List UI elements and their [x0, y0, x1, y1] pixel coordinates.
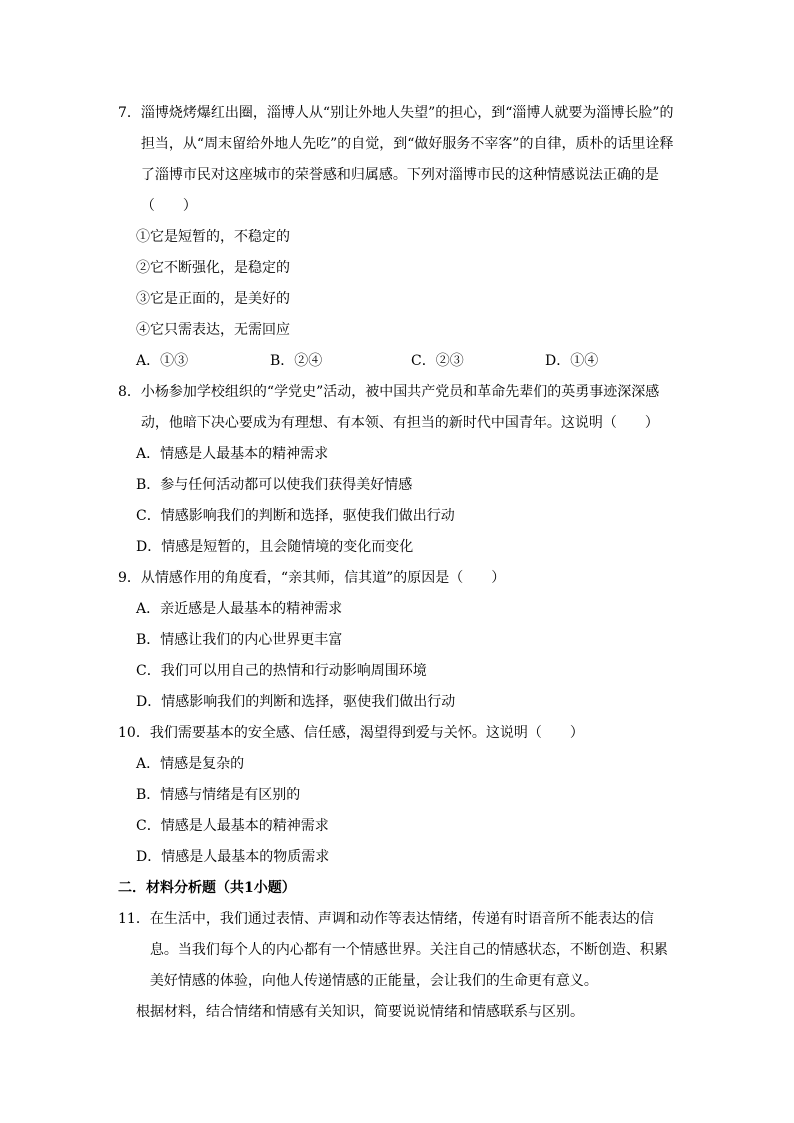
- question-7: [118, 98, 678, 377]
- question-stem: [118, 563, 678, 594]
- option-row: [118, 346, 678, 377]
- question-number: 11．: [118, 911, 150, 927]
- option-d: D．情感是短暂的，且会随情境的变化而变化: [136, 539, 414, 555]
- option-d: D．情感影响我们的判断和选择，驱使我们做出行动: [136, 694, 456, 710]
- question-stem: [118, 718, 678, 749]
- option-a: A．①③: [136, 353, 189, 369]
- statement-4: ④它只需表达，无需回应: [136, 322, 290, 338]
- question-text: 从情感作用的角度看，“亲其师，信其道”的原因是（ ）: [140, 570, 506, 586]
- question-list: [118, 98, 678, 1028]
- question-8: [118, 377, 678, 563]
- option-a: A．情感是复杂的: [136, 756, 245, 772]
- option-c: C．情感影响我们的判断和选择，驱使我们做出行动: [136, 508, 455, 524]
- statement-2: ②它不断强化，是稳定的: [136, 260, 290, 276]
- option-b: B．情感与情绪是有区别的: [136, 787, 301, 803]
- question-number: 9．: [118, 570, 141, 586]
- question-number: 10．: [118, 725, 150, 741]
- option-c: C．我们可以用自己的热情和行动影响周围环境: [136, 663, 427, 679]
- option-c: C．情感是人最基本的精神需求: [136, 818, 329, 834]
- option-a: A．情感是人最基本的精神需求: [136, 446, 329, 462]
- question-prompt: 根据材料，结合情绪和情感有关知识，简要说说情绪和情感联系与区别。: [136, 1004, 584, 1020]
- question-text: 我们需要基本的安全感、信任感，渴望得到爱与关怀。这说明（ ）: [149, 725, 584, 741]
- question-stem: [118, 98, 678, 222]
- question-stem: [118, 904, 678, 997]
- option-b: B．参与任何活动都可以使我们获得美好情感: [136, 477, 413, 493]
- question-number: 8．: [118, 384, 141, 400]
- option-d: D．情感是人最基本的物质需求: [136, 849, 330, 865]
- section-title: 二．材料分析题（共1小题）: [118, 880, 296, 896]
- question-9: [118, 563, 678, 718]
- option-d: D．①④: [545, 353, 599, 369]
- question-text: 淄博烧烤爆红出圈，淄博人从“别让外地人失望”的担心，到“淄博人就要为淄博长脸”的担当，从“周末留给外地人先吃”的自觉，到“做好服务不宰客”的自律，质朴的话里诠释了淄博市民对这座城市的荣誉感和归属感。下列对淄博市民的这种情感说法正确的是（ ）: [140, 105, 674, 214]
- question-text: 在生活中，我们通过表情、声调和动作等表达情绪，传递有时语音所不能表达的信息。当我们每个人的内心都有一个情感世界。关注自己的情感状态，不断创造、积累美好情感的体验，向他人传递情感的正能量，会让我们的生命更有意义。: [149, 911, 668, 989]
- question-stem: [118, 377, 678, 439]
- option-b: B．情感让我们的内心世界更丰富: [136, 632, 343, 648]
- statement-3: ③它是正面的，是美好的: [136, 291, 290, 307]
- statement-1: ①它是短暂的，不稳定的: [136, 229, 290, 245]
- question-text: 小杨参加学校组织的“学党史”活动，被中国共产党员和革命先辈们的英勇事迹深深感动，他暗下决心要成为有理想、有本领、有担当的新时代中国青年。这说明（ ）: [140, 384, 660, 431]
- question-10: [118, 718, 678, 873]
- option-c: C．②③: [411, 353, 464, 369]
- option-a: A．亲近感是人最基本的精神需求: [136, 601, 343, 617]
- question-number: 7．: [118, 105, 141, 121]
- question-11: [118, 904, 678, 1028]
- option-b: B．②④: [270, 353, 323, 369]
